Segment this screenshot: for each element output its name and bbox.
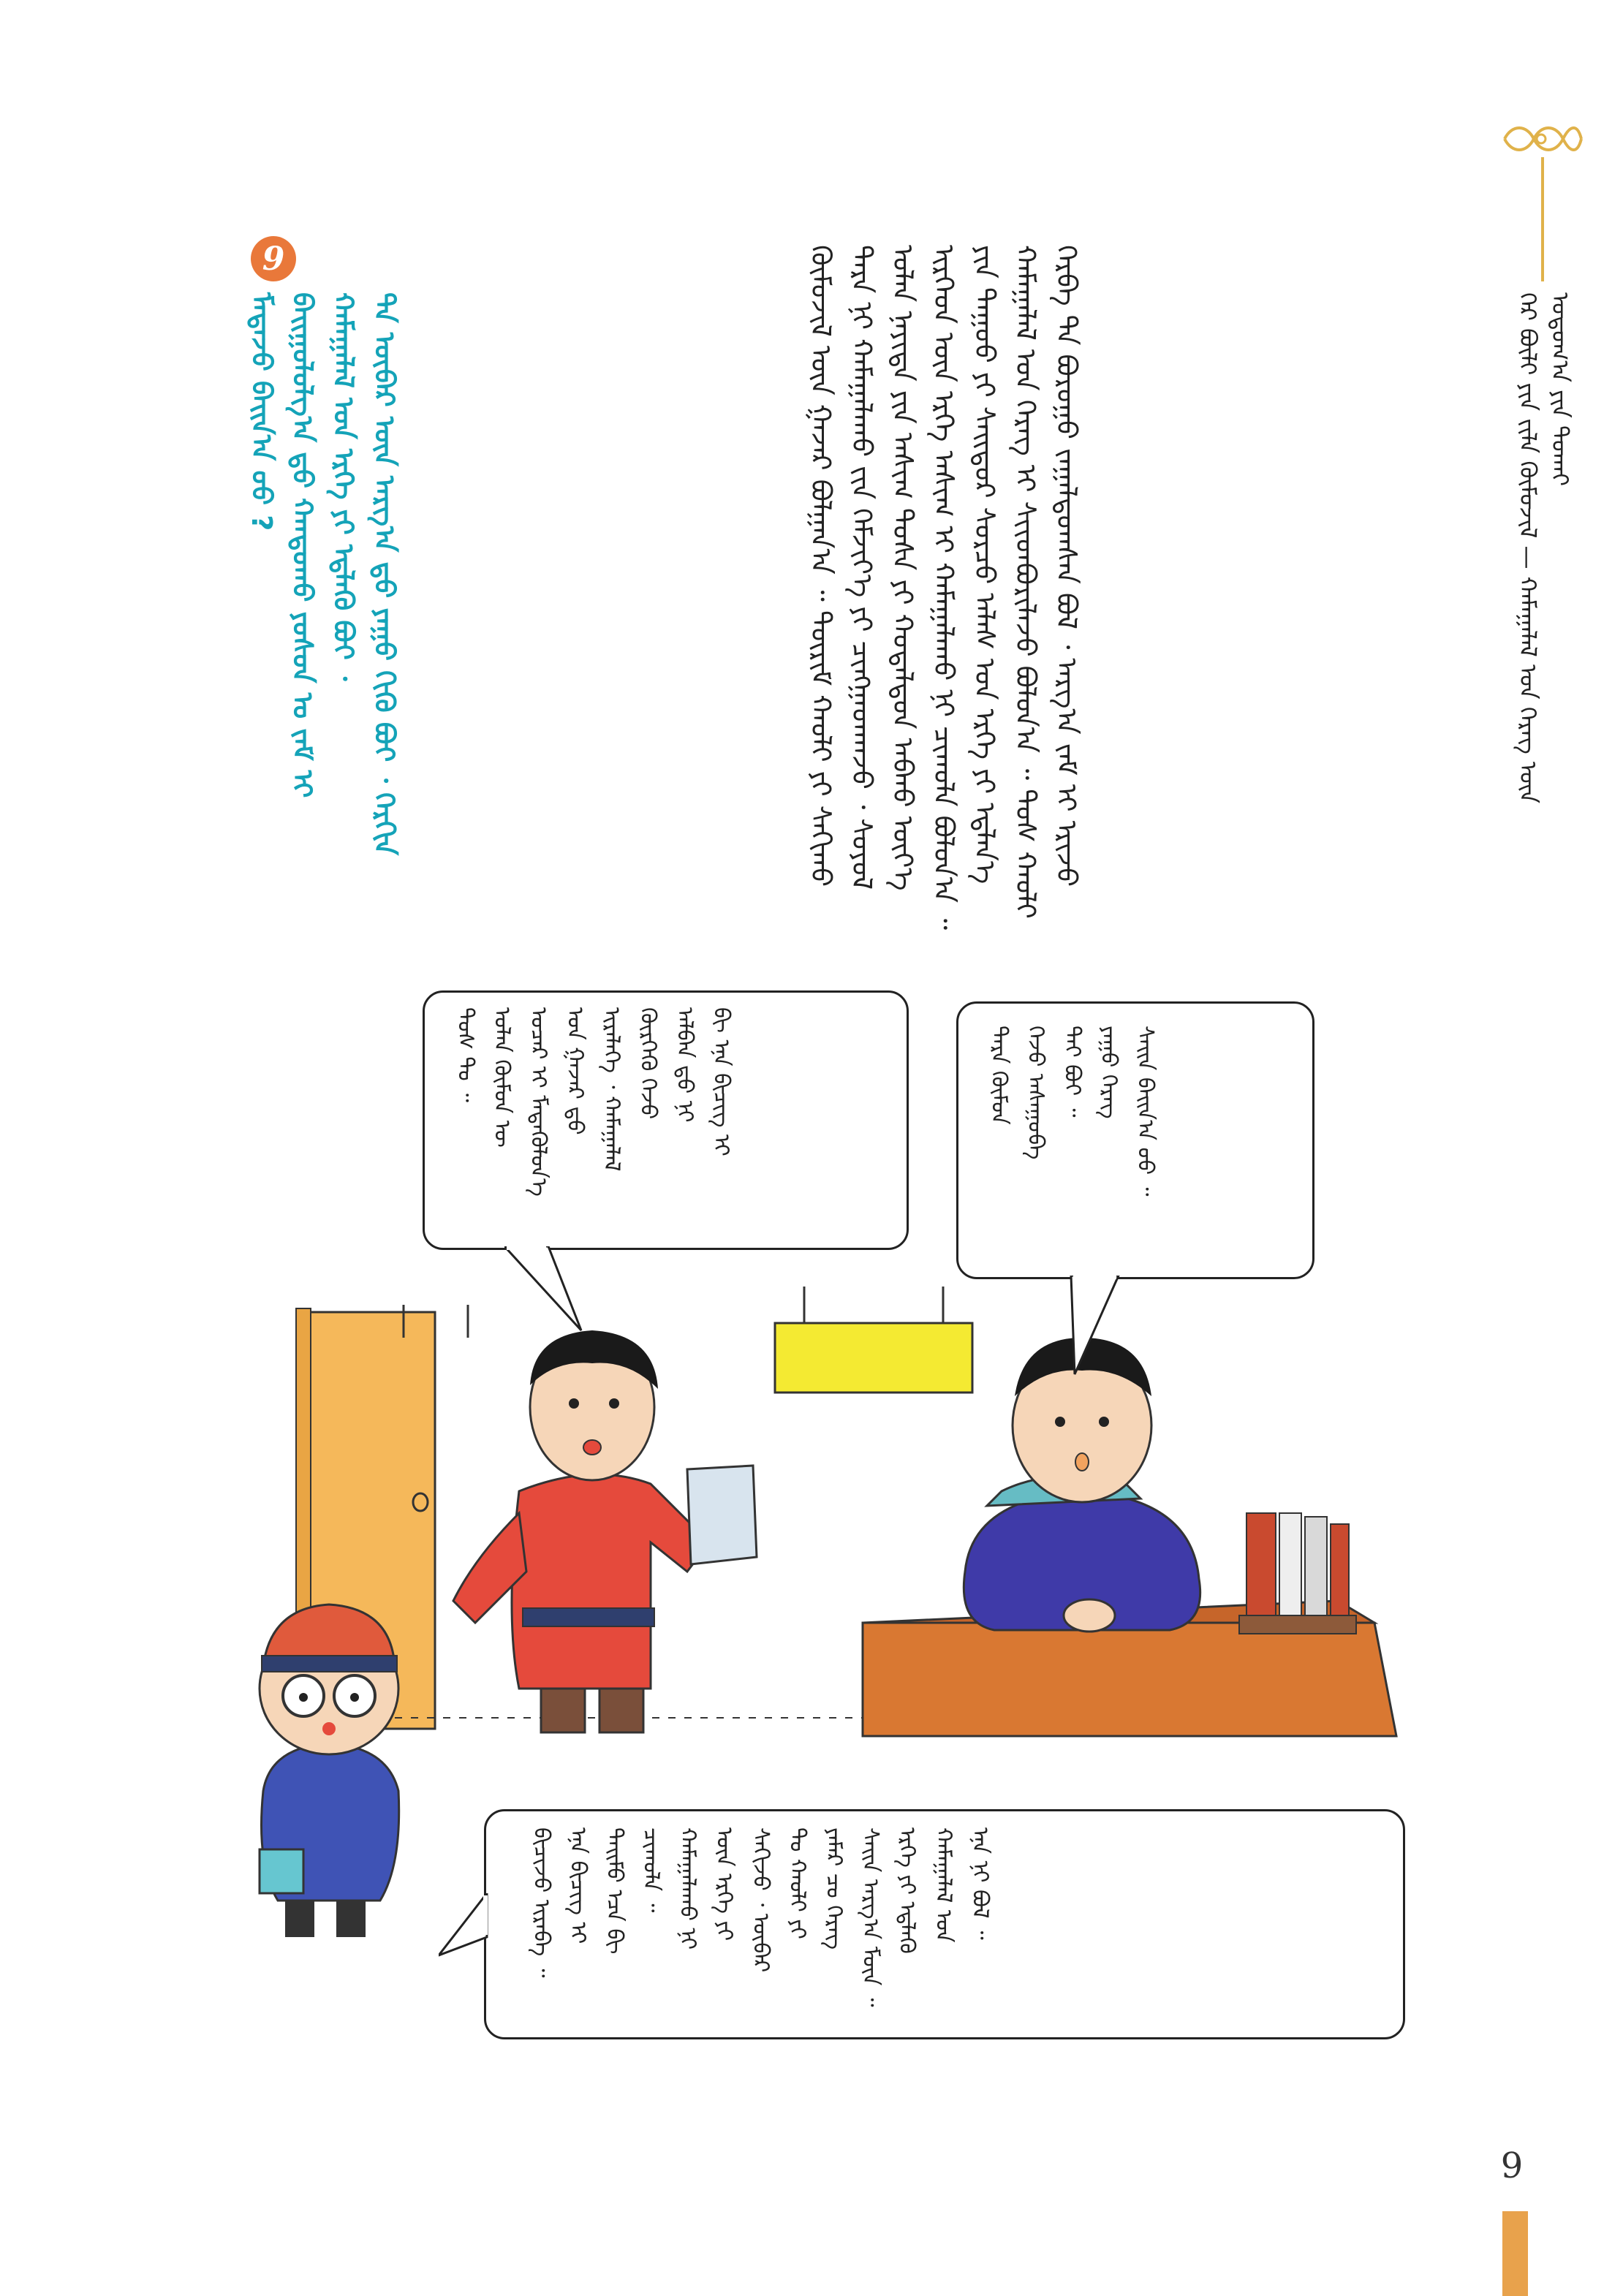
body-column: ᠲᠡᠷᠡ ᠨᠢ ᠬᠠᠮᠠᠭᠠᠯᠠᠬᠤ ᠵᠢᠨ ᠬᠡᠮᠵᠢᠶ᠎ᠡ ᠶᠢ ᠴᠢᠩᠭᠠᠳᠬᠠᠵᠤ ᠂ ᠰᠣᠶᠣᠯ <box>846 245 878 890</box>
bubble-column: ᠲᠤ ᠬᠠᠤᠯᠢ ᠶᠢ <box>784 1827 810 1939</box>
bubble-column: ᠶᠠᠮᠠᠷ ᠴᠤ ᠬᠡᠷᠡᠭ <box>821 1827 847 1950</box>
header-gold-rule <box>1541 157 1544 281</box>
question-column: ᠮᠡᠳᠡᠵᠦ ᠪᠠᠢᠨ᠎ᠠ ᠤᠤ ? <box>246 292 278 531</box>
bubble-column: ᠣᠯᠠᠨ ᠬᠦᠮᠦᠨ ᠦ <box>489 1007 515 1148</box>
body-column: ᠣᠯᠠᠨ ᠨᠡᠶᠢᠲᠡ ᠶᠢᠨ ᠠᠰᠢᠭ ᠲᠤᠰᠠ ᠶᠢ ᠬᠤᠳᠠᠯᠳᠤᠨ ᠠᠪᠬᠤ ᠦᠶ᠎ᠡ <box>887 245 919 891</box>
bubble-column: ᠬᠦᠷᠭᠡᠬᠦ ᠭᠡᠵᠦ <box>635 1007 661 1120</box>
bubble-column: ᠶᠠᠭᠤ ᠬᠡᠷᠡᠭ <box>1096 1026 1121 1119</box>
question-number-badge: 9 <box>251 236 296 281</box>
question-column: ᠪᠠᠢᠭᠤᠯᠤᠯᠭ᠎ᠠ ᠳ᠋ᠤ ᠬᠠᠨᠳᠤᠬᠤ ᠶᠣᠰᠣᠨ ᠤ ᠵᠠᠮ ᠢ <box>287 292 319 798</box>
bubble-tail-standing-man <box>504 1246 585 1334</box>
speech-bubble-standing-man <box>423 990 909 1250</box>
bubble-tail-child <box>439 1893 490 1959</box>
body-text <box>801 245 1087 931</box>
bubble-column: ᠰᠠᠢᠨ ᠪᠠᠢᠨ᠎ᠠ ᠤᠤ ᠃ <box>1132 1026 1158 1197</box>
body-column: ᠬᠦᠮᠦᠵᠢᠯ ᠦᠨ ᠭᠠᠵᠠᠷ ᠪᠣᠯᠭᠠᠨ᠎ᠠ ᠃ ᠳᠦᠷᠢᠮ ᠬᠠᠤᠯᠢ ᠶᠢ ᠰᠠᠬᠢᠬᠤ <box>805 245 837 887</box>
bubble-column: ᠡᠨᠡ ᠪᠢᠴᠢᠭ ᠢ <box>565 1827 591 1944</box>
speech-bubble-seated-man <box>956 1001 1314 1279</box>
bubble-column: ᠡᠨᠡ ᠨᠢ ᠪᠣᠯ ᠃ <box>967 1827 993 1940</box>
bubble-column: ᠦᠨ ᠡᠷᠬᠡ ᠶᠢ <box>711 1827 737 1941</box>
bubble-column: ᠬᠠᠮᠠᠭᠠᠯᠠᠬᠤ ᠨᠢ <box>675 1827 700 1950</box>
bubble-column: ᠴᠢᠬᠤᠯᠠ ᠃ <box>638 1827 664 1913</box>
bubble-column: ᠲᠡᠢᠮᠦ ᠡᠴᠡ ᠪᠢ <box>602 1827 627 1955</box>
bubble-column: ᠲᠠᠢ ᠪᠤᠢ ᠃ <box>1059 1026 1085 1118</box>
body-column: ᠬᠠᠮᠠᠭᠠᠯᠠᠯ ᠤᠨ ᠬᠡᠷᠡᠭ ᠢ ᠰᠢᠢᠳᠪᠦᠷᠢᠯᠡᠵᠦ ᠪᠣᠯᠣᠨ᠎ᠠ ᠃ ᠲᠤᠰ ᠬᠠᠤᠯᠢ <box>1010 245 1042 919</box>
bubble-column: ᠤᠨ ᠭᠠᠵᠠᠷ ᠳ᠋ᠤ <box>562 1007 588 1135</box>
bubble-column: ᠲᠡᠷᠡ ᠬᠦᠮᠦᠨ <box>986 1026 1012 1125</box>
bubble-column: ᠬᠠᠮᠠᠭᠠᠯᠠᠯ ᠤᠨ <box>931 1827 956 1943</box>
bubble-column: ᠤᠴᠠᠷ ᠢ ᠮᠡᠳᠡᠭᠦᠯᠦᠨ᠎ᠡ <box>526 1007 551 1197</box>
body-column: ᠬᠡᠷᠪᠡ ᠲᠠ ᠪᠤᠷᠤᠭᠤ ᠵᠠᠭᠠᠯᠳᠤᠭᠰᠠᠨ ᠪᠣᠯ ᠂ ᠠᠷᠭ᠎ᠠ ᠵᠠᠮ ᠢ ᠡᠷᠢᠵᠦ <box>1051 245 1083 887</box>
page-tab <box>1502 2211 1528 2296</box>
bubble-column: ᠰᠠᠬᠢᠵᠤ ᠂ ᠦᠪᠡᠷ <box>748 1827 773 1973</box>
question-text <box>241 292 405 906</box>
bubble-text <box>980 1026 1163 1196</box>
header-ornament <box>1497 117 1585 161</box>
bubble-column: ᠭᠡᠵᠦ ᠠᠰᠠᠭᠤᠪᠠ <box>1023 1026 1048 1160</box>
bubble-column: ᠪᠢ ᠡᠨᠡ ᠪᠢᠴᠢᠭ ᠢ <box>708 1007 734 1156</box>
body-column: ᠶᠢᠨ ᠳᠠᠭᠤᠤ ᠶᠢ ᠰᠠᠢᠲᠤᠷ ᠰᠤᠷᠴᠤ ᠠᠯᠠᠰ ᠤᠨ ᠡᠷᠬᠡ ᠶᠢ ᠡᠳ᠋ᠯᠡᠨ᠎ᠡ <box>969 245 1001 884</box>
question-column: ᠬᠠᠮᠠᠭᠠᠯᠠᠯ ᠤᠨ ᠡᠷᠬᠡ ᠶᠢ ᠡᠳ᠋ᠯᠡᠬᠦ ᠪᠤᠢ ᠂ <box>328 292 360 681</box>
running-title: ᠭᠡᠷ ᠪᠦᠯᠢ ᠶᠢᠨ ᠵᠢᠯᠡ ᠬᠦᠮᠦᠵᠢᠯ — ᠬᠠᠮᠠᠭᠠᠯᠠᠯ ᠤᠨ ᠬᠡᠷᠡᠭ ᠦᠨ ᠣᠳᠣᠭ᠎ᠠ ᠶᠢᠨ ᠲᠤᠬᠠᠢ <box>1514 292 1574 804</box>
bubble-column: ᠠᠯᠪᠠᠨ ᠳ᠋ᠤ ᠨᠢ <box>672 1007 697 1123</box>
running-header <box>1512 292 1576 892</box>
bubble-column: ᠪᠢᠴᠢᠵᠦ ᠢᠷᠡᠪᠡ ᠃ <box>529 1827 554 1978</box>
body-column: ᠢᠷᠭᠡᠳ ᠦᠨ ᠡᠷᠬᠡ ᠠᠰᠢᠭ ᠢ ᠬᠠᠮᠠᠭᠠᠯᠠᠬᠤ ᠨᠢ ᠴᠢᠬᠤᠯᠠ ᠪᠣᠯᠣᠨ᠎ᠠ ᠃ <box>928 245 960 931</box>
knot-ornament-icon <box>1497 117 1585 161</box>
page-number: 9 <box>1500 2145 1524 2186</box>
speech-bubble-child <box>484 1809 1405 2039</box>
question-column: ᠲᠠ ᠦᠪᠡᠷ ᠦᠨ ᠠᠷᠭ᠎ᠠ ᠳ᠋ᠤ ᠶᠠᠭᠤ ᠬᠢᠬᠦ ᠪᠤᠢ ᠂ ᠬᠡᠷᠬᠢᠨ <box>368 292 401 856</box>
bubble-column: ᠰᠠᠢᠨ ᠠᠷᠭ᠎ᠠ ᠮᠦᠨ ᠃ <box>858 1827 883 2007</box>
bubble-column: ᠲᠤᠰ ᠲᠤ ᠃ <box>453 1007 478 1102</box>
bubble-text <box>523 1827 998 2007</box>
bubble-tail-seated-man <box>1067 1276 1133 1378</box>
bubble-text <box>447 1007 739 1197</box>
bubble-column: ᠡᠷᠬᠡ ᠶᠢ ᠡᠳ᠋ᠯᠡᠬᠦ <box>894 1827 920 1954</box>
bubble-column: ᠢᠷᠡᠯᠡᠭᠡ ᠂ ᠬᠠᠮᠠᠭᠠᠯᠠᠯ <box>599 1007 624 1172</box>
